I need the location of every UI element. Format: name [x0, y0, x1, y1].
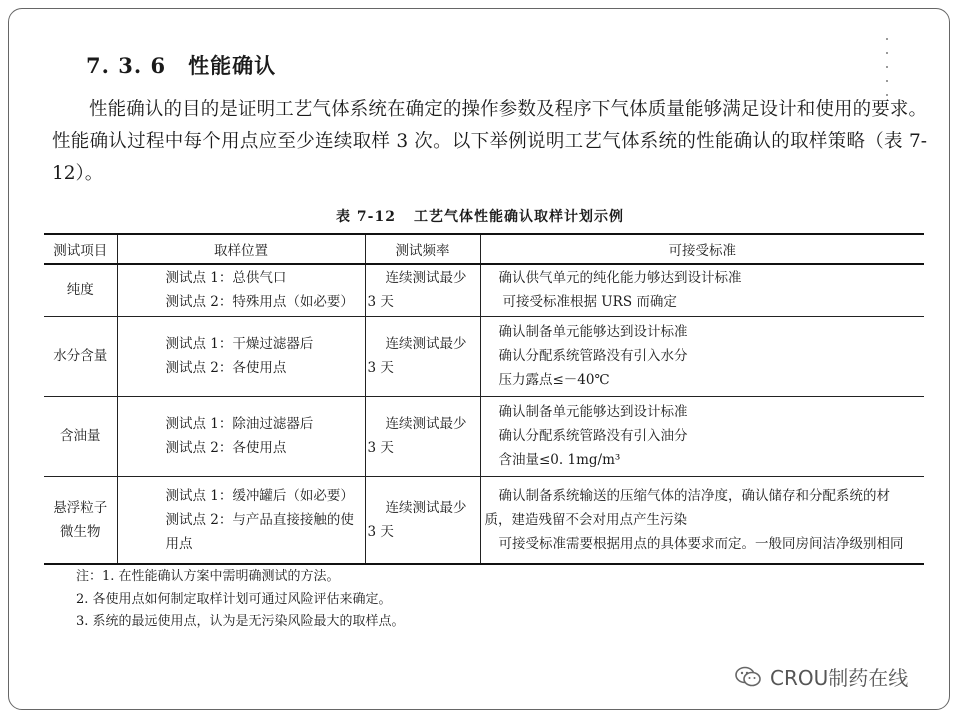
- table-row: [44, 476, 924, 564]
- table-caption-title: 工艺气体性能确认取样计划示例: [413, 209, 624, 225]
- test-item-cell: 悬浮粒子 微生物: [44, 476, 117, 564]
- test-item-cell: 纯度: [44, 264, 117, 316]
- table-notes: [76, 566, 405, 634]
- note-3: 3. 系统的最远使用点，认为是无污染风险最大的取样点。: [76, 614, 405, 629]
- table-header-row: [44, 234, 924, 264]
- header-test-frequency: 测试频率: [365, 234, 480, 264]
- header-test-item: 测试项目: [44, 234, 117, 264]
- criteria-cell: 确认制备单元能够达到设计标准 确认分配系统管路没有引入油分 含油量≤0. 1mg/m³: [480, 396, 924, 476]
- criteria-cell: 确认供气单元的纯化能力够达到设计标准 可接受标准根据 URS 而确定: [480, 264, 924, 316]
- watermark: [734, 662, 908, 691]
- sampling-position-cell: 测试点 1：缓冲罐后（如必要） 测试点 2：与产品直接接触的使用点: [117, 476, 365, 564]
- sampling-position-cell: 测试点 1：总供气口 测试点 2：特殊用点（如必要）: [117, 264, 365, 316]
- table-row: [44, 396, 924, 476]
- sampling-position-cell: 测试点 1：除油过滤器后 测试点 2：各使用点: [117, 396, 365, 476]
- section-heading: [86, 50, 276, 80]
- wechat-icon: [734, 665, 762, 689]
- test-item-cell: 含油量: [44, 396, 117, 476]
- table-caption-number: 表 7-12: [336, 209, 396, 225]
- decorative-dots: [884, 38, 890, 98]
- watermark-text: CROU制药在线: [770, 666, 909, 690]
- note-1: 注：1. 在性能确认方案中需明确测试的方法。: [76, 569, 340, 584]
- sampling-plan-table: [44, 233, 924, 565]
- table-row: [44, 316, 924, 396]
- frequency-cell: 连续测试最少 3 天: [365, 396, 480, 476]
- test-item-cell: 水分含量: [44, 316, 117, 396]
- frequency-cell: 连续测试最少 3 天: [365, 316, 480, 396]
- intro-paragraph: 性能确认的目的是证明工艺气体系统在确定的操作参数及程序下气体质量能够满足设计和使用的要求。性能确认过程中每个用点应至少连续取样 3 次。以下举例说明工艺气体系统的性能确认的取样策略（表 7-12）。: [52, 99, 927, 184]
- section-title: 性能确认: [188, 53, 277, 78]
- header-sampling-position: 取样位置: [117, 234, 365, 264]
- frequency-cell: 连续测试最少 3 天: [365, 264, 480, 316]
- table-caption: [0, 206, 960, 226]
- sampling-position-cell: 测试点 1：干燥过滤器后 测试点 2：各使用点: [117, 316, 365, 396]
- criteria-cell: 确认制备系统输送的压缩气体的洁净度，确认储存和分配系统的材 质，建造残留不会对用点产生污染 可接受标准需要根据用点的具体要求而定。一般同房间洁净级别相同: [480, 476, 924, 564]
- section-number: 7. 3. 6: [86, 53, 167, 78]
- table-row: [44, 264, 924, 316]
- frequency-cell: 连续测试最少 3 天: [365, 476, 480, 564]
- header-acceptance-criteria: 可接受标准: [480, 234, 924, 264]
- criteria-cell: 确认制备单元能够达到设计标准 确认分配系统管路没有引入水分 压力露点≤－40℃: [480, 316, 924, 396]
- note-2: 2. 各使用点如何制定取样计划可通过风险评估来确定。: [76, 591, 392, 607]
